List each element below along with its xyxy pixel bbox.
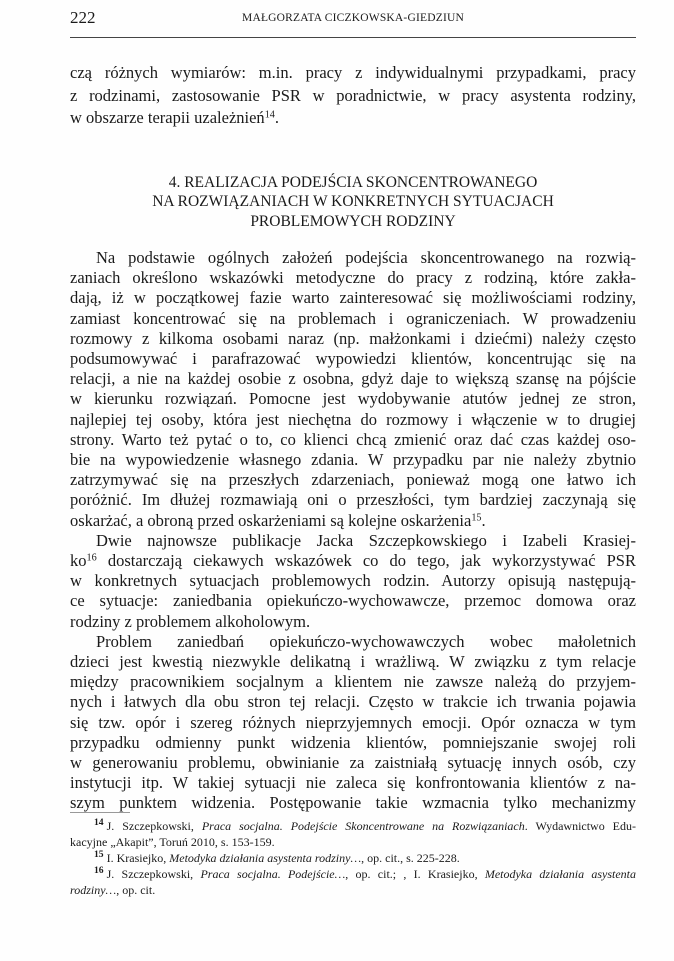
- text-line: nych i łatwych dla obu stron tej relacji. Często w trakcie ich trwania pojawia: [70, 692, 636, 712]
- header-rule: [70, 37, 636, 38]
- text-line: czą różnych wymiarów: m.in. pracy z indywidualnymi przypadkami, pracy: [70, 63, 636, 82]
- footnote-rule: [70, 812, 130, 813]
- text-segment: . Wydawnictwo Edu-: [524, 819, 636, 833]
- text-line: między pracownikiem socjalnym a klientem nie zawsze należą do przyjem-: [70, 672, 636, 692]
- text-line: ce sytuacje: zaniedbania opiekuńczo-wychowawcze, przemoc domowa oraz: [70, 591, 636, 611]
- text-line: najlepiej tej osoby, która jest niechętna do rozmowy i włączenie w to drugiej: [70, 409, 636, 429]
- footnote-reference: 16: [86, 552, 97, 564]
- text-segment: Metodyka działania asystenta rodziny…: [169, 851, 362, 865]
- heading-line: 4. REALIZACJA PODEJŚCIA SKONCENTROWANEGO: [168, 174, 538, 191]
- text-segment: , op. cit.: [116, 883, 156, 897]
- text-segment: w obszarze terapii uzależnień: [70, 108, 265, 127]
- text-segment: Praca socjalna. Podejście Skoncentrowane na Rozwiązaniach: [201, 819, 525, 833]
- footnote-reference: 14: [94, 816, 104, 828]
- text-line: [70, 551, 636, 571]
- text-line: dzieci jest kwestią niezwykle delikatną i wrażliwą. W związku z tym relacje: [70, 652, 636, 672]
- text-segment: Praca socjalna. Podejście…: [200, 867, 346, 881]
- text-segment: Metodyka działania asystenta: [484, 867, 636, 881]
- text-segment: ko: [70, 551, 87, 571]
- text-segment: , op. cit., s. 225-228.: [361, 851, 460, 865]
- text-segment: rodziny…: [70, 883, 117, 897]
- intro-paragraph: [70, 62, 636, 130]
- footnote-line: [70, 882, 636, 898]
- footnote-reference: 14: [264, 109, 275, 121]
- running-header-author: MAŁGORZATA CICZKOWSKA-GIEDZIUN: [242, 12, 464, 24]
- footnote-line: [70, 818, 636, 834]
- text-line: się tzw. opór i szereg różnych nieprzyjemnych emocji. Opór oznacza w tym: [70, 712, 636, 732]
- text-line: [70, 511, 636, 531]
- text-line: zatrzymywać się na przeszłych zdarzeniach, ponieważ mogą one łatwo ich: [70, 470, 636, 490]
- text-segment: J. Szczepkowski,: [106, 819, 202, 833]
- text-segment: .: [481, 510, 486, 530]
- text-line: podsumowywać i parafrazować wypowiedzi klientów, koncentrując się na: [70, 349, 636, 369]
- text-line: bie na wypowiedzenie własnego zdania. W przypadku par nie należy zbytnio: [70, 450, 636, 470]
- text-line: w konkretnych sytuacjach problemowych rodzin. Autorzy opisują następują-: [70, 571, 636, 591]
- text-line: Na podstawie ogólnych założeń podejścia skoncentrowanego na rozwią-: [96, 248, 636, 267]
- text-line: zaniach określono wskazówki metodyczne do pracy z rodziną, które zakła-: [70, 268, 636, 288]
- heading-line: PROBLEMOWYCH RODZINY: [250, 212, 456, 230]
- text-line: szym punktem widzenia. Postępowanie takie wzmacnia tylko mechanizmy: [70, 793, 636, 813]
- text-segment: .: [274, 108, 280, 127]
- text-line: dają, iż w początkowej fazie warto zainteresować się możliwościami rodziny,: [70, 288, 636, 308]
- footnote-reference: 16: [94, 864, 104, 876]
- heading-line: NA ROZWIĄZANIACH W KONKRETNYCH SYTUACJACH: [152, 193, 554, 211]
- page-number: 222: [70, 8, 96, 27]
- footnotes: [70, 818, 636, 898]
- text-line: przypadku odmienny punkt widzenia klientów, pomniejszanie swojej roli: [70, 732, 636, 752]
- body-text: [70, 248, 636, 814]
- footnote-line: kacyjne „Akapit”, Toruń 2010, s. 153-159.: [70, 835, 275, 849]
- text-line: Dwie najnowsze publikacje Jacka Szczepkowskiego i Izabeli Krasiej-: [96, 530, 636, 550]
- text-segment: J. Szczepkowski,: [106, 867, 201, 881]
- footnote-line: [70, 866, 636, 882]
- footnote-reference: 15: [94, 848, 104, 860]
- text-line: Problem zaniedbań opiekuńczo-wychowawczych wobec małoletnich: [96, 631, 636, 651]
- text-line: strony. Warto też pytać o to, co klienci chcą zmienić oraz dać czas każdej oso-: [70, 429, 636, 449]
- footnote-reference: 15: [471, 512, 482, 524]
- footnote-line: [70, 850, 636, 866]
- text-line: rodziny z problemem alkoholowym.: [70, 611, 311, 631]
- text-line: poróżnić. Im dłużej rozmawiają oni o przeszłości, tym bardziej zaczynają się: [70, 490, 636, 510]
- text-segment: , op. cit.; , I. Krasiejko,: [345, 867, 485, 881]
- text-line: w kierunku rozwiązań. Pomocne jest wydobywanie atutów jednej ze stron,: [70, 389, 636, 409]
- text-segment: I. Krasiejko,: [106, 851, 170, 865]
- text-line: w generowaniu problemu, obwinianie za zaistniałą sytuację innych osób, czy: [70, 753, 636, 773]
- text-segment: dostarczają ciekawych wskazówek co do tego, jak wykorzystywać PSR: [96, 551, 636, 571]
- text-segment: oskarżać, a obroną przed oskarżeniami są kolejne oskarżenia: [70, 510, 472, 530]
- text-line: zamiast koncentrować się na problemach i ograniczeniach. W prowadzeniu: [70, 308, 636, 328]
- text-line: z rodzinami, zastosowanie PSR w poradnictwie, w pracy asystenta rodziny,: [70, 85, 636, 105]
- text-line: instytucji itp. W takiej sytuacji nie zaleca się konfrontowania klientów z na-: [70, 773, 636, 793]
- section-heading: [70, 173, 636, 231]
- text-line: relacji, a nie na każdej osobie z osobna, gdyż daje to większą szansę na pójście: [70, 369, 636, 389]
- text-line: [70, 107, 636, 130]
- text-line: rozmowy z kilkoma osobami naraz (np. małżonkami i dziećmi) należy często: [70, 328, 636, 348]
